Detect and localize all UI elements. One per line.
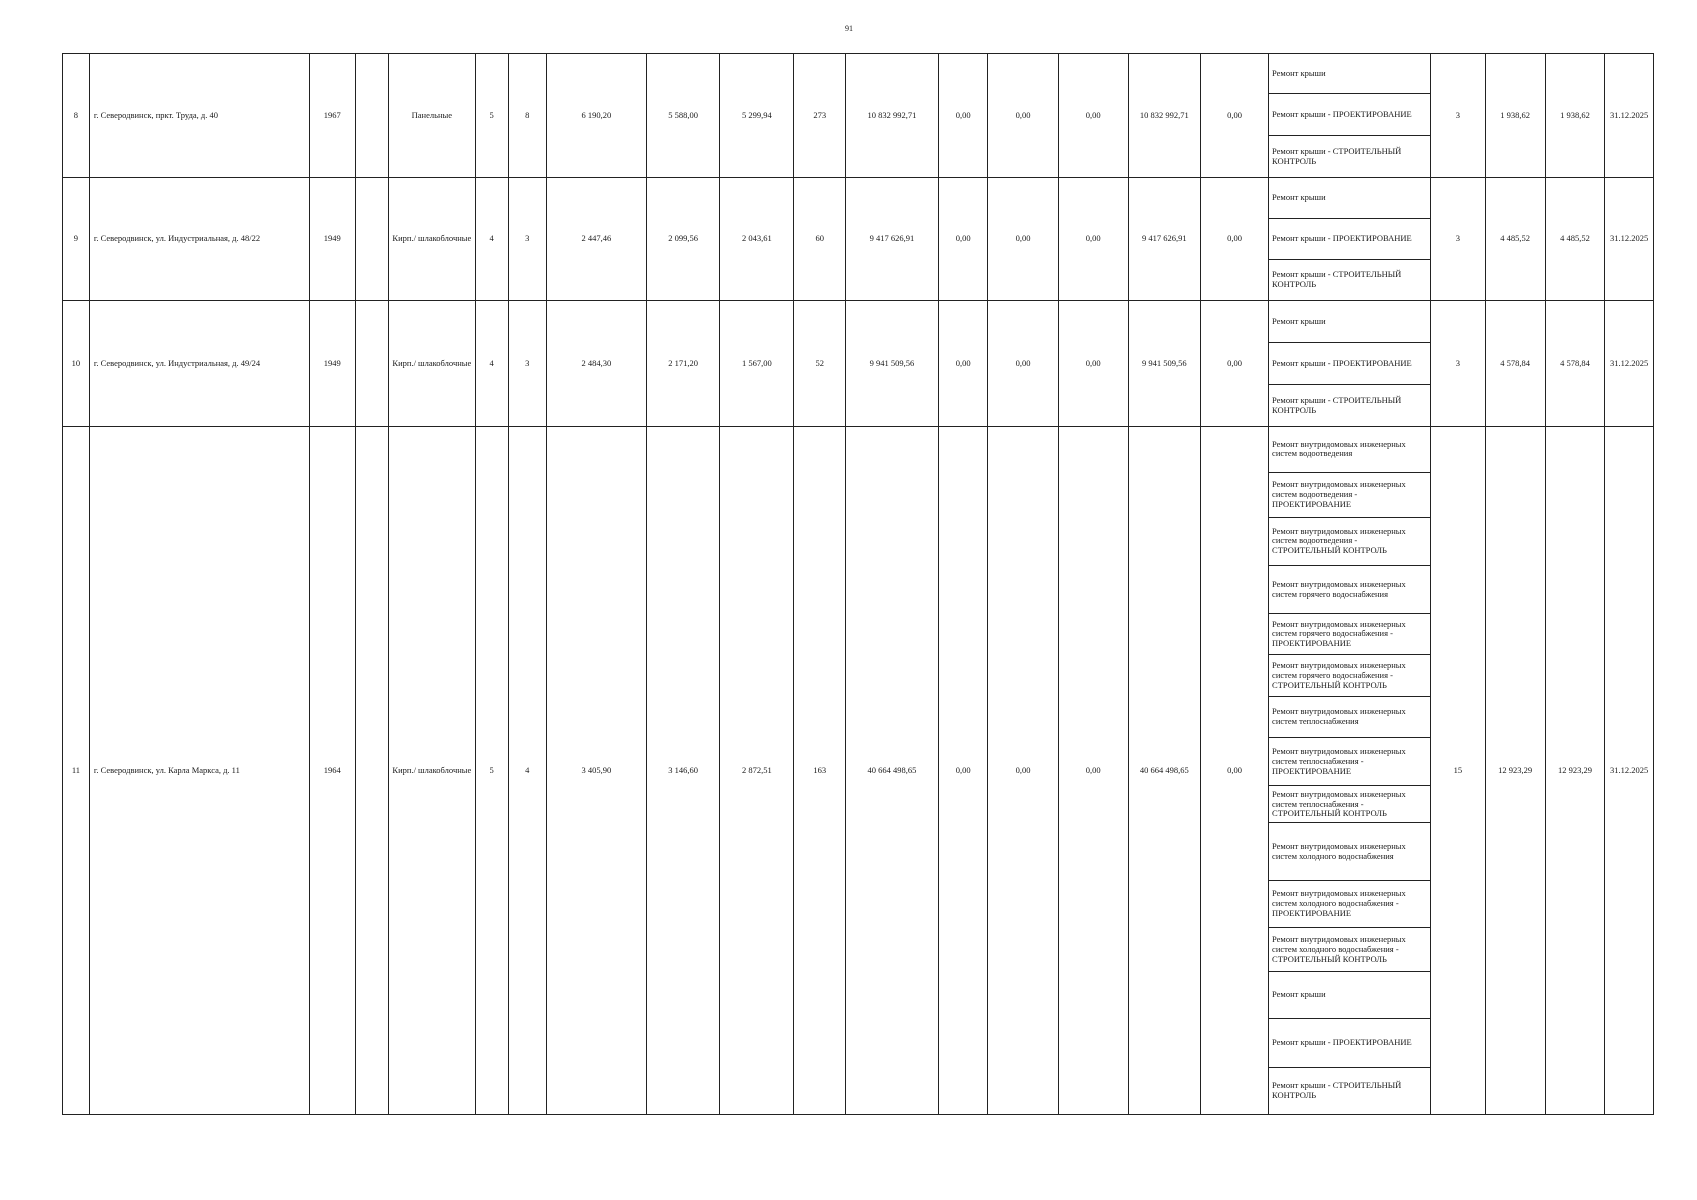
cell-no: 8 <box>63 54 90 178</box>
cell-unit-cost-limit: 1 938,62 <box>1545 54 1605 178</box>
cell-work-item: Ремонт крыши - ПРОЕКТИРОВАНИЕ <box>1269 343 1431 385</box>
cell-fund-3: 0,00 <box>1058 301 1128 427</box>
cell-no: 9 <box>63 178 90 301</box>
cell-year: 1967 <box>309 54 355 178</box>
cell-area-living: 2 171,20 <box>646 301 719 427</box>
cell-work-item: Ремонт внутридомовых инженерных систем водоотведения - СТРОИТЕЛЬНЫЙ КОНТРОЛЬ <box>1269 517 1431 565</box>
cell-entrances: 3 <box>508 178 546 301</box>
cell-work-item: Ремонт крыши <box>1269 54 1431 94</box>
cell-fund-5: 0,00 <box>1200 178 1268 301</box>
cell-work-item: Ремонт крыши - ПРОЕКТИРОВАНИЕ <box>1269 219 1431 260</box>
cell-unit-cost-limit: 4 578,84 <box>1545 301 1605 427</box>
capital-repair-table <box>62 53 1654 1115</box>
cell-work-item: Ремонт крыши - ПРОЕКТИРОВАНИЕ <box>1269 94 1431 136</box>
cell-fund-owners: 9 417 626,91 <box>1128 178 1200 301</box>
cell-work-item: Ремонт внутридомовых инженерных систем теплоснабжения - СТРОИТЕЛЬНЫЙ КОНТРОЛЬ <box>1269 786 1431 823</box>
cell-date: 31.12.2025 <box>1605 427 1654 1115</box>
cell-fund-5: 0,00 <box>1200 427 1268 1115</box>
cell-fund-1: 0,00 <box>938 427 988 1115</box>
cell-year: 1949 <box>309 178 355 301</box>
cell-work-item: Ремонт крыши - СТРОИТЕЛЬНЫЙ КОНТРОЛЬ <box>1269 136 1431 178</box>
cell-col4 <box>356 427 389 1115</box>
cell-area-living: 3 146,60 <box>646 427 719 1115</box>
cell-fund-5: 0,00 <box>1200 301 1268 427</box>
page-number: 91 <box>845 24 853 33</box>
cell-fund-owners: 9 941 509,56 <box>1128 301 1200 427</box>
cell-wall-material: Кирп./ шлакоблочные <box>389 178 476 301</box>
cell-fund-3: 0,00 <box>1058 427 1128 1115</box>
cell-unit-cost-limit: 4 485,52 <box>1545 178 1605 301</box>
cell-cost-total: 40 664 498,65 <box>846 427 939 1115</box>
cell-count: 15 <box>1431 427 1486 1115</box>
cell-count: 3 <box>1431 54 1486 178</box>
cell-cost-total: 9 417 626,91 <box>846 178 939 301</box>
cell-area-living: 2 099,56 <box>646 178 719 301</box>
cell-residents: 52 <box>794 301 846 427</box>
table-row <box>63 178 1654 219</box>
cell-fund-3: 0,00 <box>1058 178 1128 301</box>
cell-residents: 273 <box>794 54 846 178</box>
cell-unit-cost: 4 578,84 <box>1485 301 1545 427</box>
cell-area-total: 6 190,20 <box>546 54 646 178</box>
cell-fund-2: 0,00 <box>988 178 1058 301</box>
cell-residents: 60 <box>794 178 846 301</box>
cell-unit-cost: 4 485,52 <box>1485 178 1545 301</box>
cell-work-item: Ремонт крыши - СТРОИТЕЛЬНЫЙ КОНТРОЛЬ <box>1269 385 1431 427</box>
cell-area-residential: 2 872,51 <box>720 427 794 1115</box>
cell-work-item: Ремонт внутридомовых инженерных систем холодного водоснабжения <box>1269 823 1431 880</box>
cell-wall-material: Панельные <box>389 54 476 178</box>
cell-fund-1: 0,00 <box>938 54 988 178</box>
cell-cost-total: 10 832 992,71 <box>846 54 939 178</box>
cell-area-total: 3 405,90 <box>546 427 646 1115</box>
cell-fund-1: 0,00 <box>938 178 988 301</box>
cell-count: 3 <box>1431 178 1486 301</box>
cell-fund-2: 0,00 <box>988 301 1058 427</box>
cell-fund-owners: 10 832 992,71 <box>1128 54 1200 178</box>
cell-floors: 4 <box>475 178 508 301</box>
cell-unit-cost: 1 938,62 <box>1485 54 1545 178</box>
cell-fund-owners: 40 664 498,65 <box>1128 427 1200 1115</box>
cell-area-total: 2 484,30 <box>546 301 646 427</box>
cell-col4 <box>356 178 389 301</box>
cell-col4 <box>356 54 389 178</box>
cell-entrances: 8 <box>508 54 546 178</box>
cell-address: г. Северодвинск, ул. Индустриальная, д. 48/22 <box>89 178 309 301</box>
cell-wall-material: Кирп./ шлакоблочные <box>389 427 476 1115</box>
cell-residents: 163 <box>794 427 846 1115</box>
cell-work-item: Ремонт внутридомовых инженерных систем горячего водоснабжения - СТРОИТЕЛЬНЫЙ КОНТРОЛЬ <box>1269 655 1431 697</box>
cell-area-residential: 1 567,00 <box>720 301 794 427</box>
cell-work-item: Ремонт крыши <box>1269 972 1431 1019</box>
cell-fund-3: 0,00 <box>1058 54 1128 178</box>
cell-entrances: 3 <box>508 301 546 427</box>
table-row <box>63 301 1654 343</box>
cell-entrances: 4 <box>508 427 546 1115</box>
cell-work-item: Ремонт крыши <box>1269 178 1431 219</box>
cell-area-residential: 2 043,61 <box>720 178 794 301</box>
cell-work-item: Ремонт крыши - СТРОИТЕЛЬНЫЙ КОНТРОЛЬ <box>1269 260 1431 301</box>
cell-count: 3 <box>1431 301 1486 427</box>
table-row <box>63 427 1654 472</box>
cell-address: г. Северодвинск, пркт. Труда, д. 40 <box>89 54 309 178</box>
cell-no: 11 <box>63 427 90 1115</box>
cell-address: г. Северодвинск, ул. Индустриальная, д. 49/24 <box>89 301 309 427</box>
cell-col4 <box>356 301 389 427</box>
cell-work-item: Ремонт внутридомовых инженерных систем холодного водоснабжения - СТРОИТЕЛЬНЫЙ КОНТРОЛЬ <box>1269 928 1431 972</box>
cell-year: 1964 <box>309 427 355 1115</box>
cell-date: 31.12.2025 <box>1605 54 1654 178</box>
cell-area-living: 5 588,00 <box>646 54 719 178</box>
cell-area-total: 2 447,46 <box>546 178 646 301</box>
cell-year: 1949 <box>309 301 355 427</box>
cell-work-item: Ремонт внутридомовых инженерных систем теплоснабжения <box>1269 697 1431 738</box>
cell-unit-cost-limit: 12 923,29 <box>1545 427 1605 1115</box>
cell-area-residential: 5 299,94 <box>720 54 794 178</box>
cell-date: 31.12.2025 <box>1605 301 1654 427</box>
cell-fund-1: 0,00 <box>938 301 988 427</box>
cell-work-item: Ремонт внутридомовых инженерных систем горячего водоснабжения <box>1269 565 1431 613</box>
cell-address: г. Северодвинск, ул. Карла Маркса, д. 11 <box>89 427 309 1115</box>
cell-work-item: Ремонт крыши - ПРОЕКТИРОВАНИЕ <box>1269 1019 1431 1067</box>
cell-floors: 5 <box>475 54 508 178</box>
cell-fund-2: 0,00 <box>988 54 1058 178</box>
cell-work-item: Ремонт крыши <box>1269 301 1431 343</box>
cell-fund-2: 0,00 <box>988 427 1058 1115</box>
table-row <box>63 54 1654 94</box>
cell-work-item: Ремонт внутридомовых инженерных систем горячего водоснабжения - ПРОЕКТИРОВАНИЕ <box>1269 614 1431 655</box>
cell-unit-cost: 12 923,29 <box>1485 427 1545 1115</box>
cell-work-item: Ремонт внутридомовых инженерных систем холодного водоснабжения - ПРОЕКТИРОВАНИЕ <box>1269 880 1431 927</box>
cell-work-item: Ремонт внутридомовых инженерных систем водоотведения - ПРОЕКТИРОВАНИЕ <box>1269 472 1431 517</box>
cell-floors: 4 <box>475 301 508 427</box>
cell-cost-total: 9 941 509,56 <box>846 301 939 427</box>
cell-floors: 5 <box>475 427 508 1115</box>
cell-date: 31.12.2025 <box>1605 178 1654 301</box>
cell-work-item: Ремонт крыши - СТРОИТЕЛЬНЫЙ КОНТРОЛЬ <box>1269 1067 1431 1114</box>
cell-fund-5: 0,00 <box>1200 54 1268 178</box>
cell-wall-material: Кирп./ шлакоблочные <box>389 301 476 427</box>
cell-no: 10 <box>63 301 90 427</box>
cell-work-item: Ремонт внутридомовых инженерных систем водоотведения <box>1269 427 1431 472</box>
cell-work-item: Ремонт внутридомовых инженерных систем теплоснабжения - ПРОЕКТИРОВАНИЕ <box>1269 738 1431 786</box>
